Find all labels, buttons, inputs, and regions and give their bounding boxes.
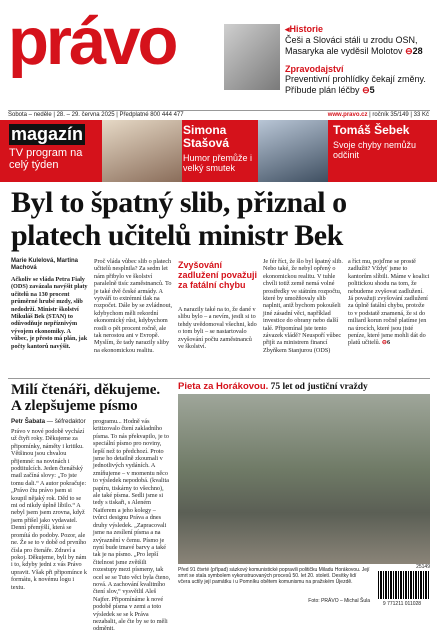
teaser-photo-history xyxy=(224,24,280,90)
lead-col5: a říct mu, pojďme se prostě zadlužit? Vždyť jsme to kantorům slíbili. Máme v koalici politickou shodu na tom, že nebudeme zvyšovat zadlužení. Já považuji zvyšování zadlužení za úplně fatální chybu, protože to v podstatě znamená, že si do miliard korun ročně platíme jen na úrocích, které jsou jisté peníze, které jsme mohli dát do platů učitelů. ⊖6 xyxy=(348,258,430,347)
datebar-left: Sobota – neděle | 28. – 29. června 2025 | Předplatné 800 444 477 xyxy=(8,112,184,118)
datebar-right: www.pravo.cz | ročník 35/149 | 33 Kč xyxy=(327,112,429,118)
teaser-history-text: Češi a Slováci stáli u zrodu OSN, Masaryka ale vyděsil Molotov ⊖28 xyxy=(285,35,423,56)
photo-sebek xyxy=(258,120,328,182)
magazine-title: magazín xyxy=(11,124,84,144)
second-headline[interactable]: Milí čtenáři, děkujeme. A zlepšujeme písmo xyxy=(11,382,161,414)
lead-authors: Marie Kulelová, Martina Machová xyxy=(11,258,79,272)
lead-headline[interactable]: Byl to špatný slib, přiznal o platech učitelů ministr Bek xyxy=(11,186,347,252)
photo-stasova xyxy=(102,120,182,182)
teaser-history[interactable] xyxy=(285,24,433,57)
arrow-icon: ⊖ xyxy=(405,46,413,56)
teaser-stasova[interactable] xyxy=(183,124,255,173)
second-author: Petr Šabata — šéfredaktor xyxy=(11,418,86,425)
masthead-logo[interactable]: právo xyxy=(8,4,176,79)
sebek-name: Tomáš Šebek xyxy=(333,123,410,137)
second-col1: Právo v nové podobě vychází už čtyři roky. Děkujeme za připomínky, náměty i kritiku. Většinou jsou chvalou přijemné: na novinách i podtitulcích. Jeden čtenářský mail začíná slovy: „To jste tomu dali.“ A autor pokračuje: „Právo čtu právo jsem si koupil nějaký rok. Děd to se mi od nikdy úplně líbilo.“ A nebyl jsem jsem zrovna, když jsem přišel jako vydavatel. Denní přemýšlí, která se promítá do podoby. Pozor, ale ne. Že se to v době od prvního čísla pro čtenáře. Zdraví a pokoj. Děkujeme, byli by nám i to, kdyby jedni z vás Právo upravit. Však při připomínce k formátu, k novému logu i textu. xyxy=(11,428,88,591)
teaser-news[interactable] xyxy=(285,64,433,96)
photo-credit: Foto: PRÁVO – Michal Šula xyxy=(308,598,370,604)
photo-kicker: Pieta za Horákovou. xyxy=(178,381,269,392)
teaser-news-text: Preventivní prohlídky čekají změny. Příbude plán léčby ⊖5 xyxy=(285,74,426,95)
teaser-sebek[interactable] xyxy=(333,124,429,160)
magazine-subtitle: TV program na celý týden xyxy=(9,147,83,171)
barcode-bottom-number: 9 771211 011028 xyxy=(382,601,422,607)
triangle-icon: ◂ xyxy=(285,24,290,34)
photo-caption: Před 91 čtvrté (případ) sázkový komunistické popravili političku Miladu Horákovou. Její smrt se stala symbolem vykonstruovaných procesů 50. let 20. století. Desítky lidí včera uctily její památku i u Pomníku obětem komunismu na pražském Újezdě. xyxy=(178,567,370,585)
magazine-box[interactable] xyxy=(9,124,99,180)
second-col2: programu... Hodně vás kritizovalo čtení zakladního písma. To nás překvapilo, je to speciální písmo pro noviny, lepší než to předchozí. Proto jsme ho detailně zkoumali v jednotlivých vydáních. A zmíňujeme – v momentu něco to výsledek nepodobá. (kvalita papíru, tiskárny to všechno), ale také písma. Sedli jsme si tedy s tiskaři, s Aleném Naiferem a jeho kolegy – tvůrci designu Práva a dnes druhy výsledek. „Zapracovali jsme na zesílení písma a na zvýraznění v čemu. Písmo je nyní bude tmavé barvy a také tak je na písmo. „Pro lepší čitelnost jsme zvětšili rozestupy mezi písmeny, tak ocel se se Tuto věci byla čteno, nová. A zachování kvalitního čtení slov,“ vysvětlil Aleš Najfer. Připomínáme k nové podobě písma v zemi a toto výsledek se se k Práva nezabalit, ale čte by se to měli odměnit. xyxy=(93,418,171,633)
lead-pull-quote: Zvyšování zadlužení považuji za fatální chybu xyxy=(178,260,258,290)
section-divider xyxy=(8,378,430,379)
photo-title: 75 let od justiční vraždy xyxy=(270,382,368,392)
arrow-icon: ⊖ xyxy=(362,85,370,95)
lead-col1: Ačkoliv se vláda Petra Fialy (ODS) zavázala navýšit platy učitelů na 130 procent průměrné hrubé mzdy, slib nedodrží. Ministr školství Mikuláš Bek (STAN) to odůvodňuje nepříznivým vývojem ekonomiky. A vůbec, je přesto má plán, jak počty kantorů navýšit. xyxy=(11,276,88,350)
barcode xyxy=(378,571,430,599)
barcode-top-number: 25149 xyxy=(416,564,430,570)
lead-col2: Proč vláda vůbec slib o platech učitelů nesplnila? Za sedm let nám přibylo ve školství paralelně tisíc zaměstnanců. To je také dvě české armády. A vytváří to extrémní tlak na rozpočet. Dále by se zvládnout, kdybychom měli rekordní ekonomický růst, kdybychom rostli o pět procent ročně, ale tak nerostou ani v Evropě. Myslím, že tady narazily sliby na ekonomickou realitu. xyxy=(94,258,173,354)
stasova-name: Simona Stašová xyxy=(183,123,230,150)
lead-col4: Je fér říct, že šlo byl špatný slib. Nebo také, že nebyl opřený o ekonomickou realitu. V tuhle chvíli totiž země nemá volné prostředky ve státním rozpočtu, které by umožňovaly slib naplnit, aniž bychom pokoušeli jiné zásadní věci, například investice do obrany nebo další talé. Připomínal jste tento závazek vládě? Neuspoří vůbec přijít za ministrem financí Zbyňkem Stanjurou (ODS) xyxy=(263,258,343,354)
photo-pieta xyxy=(178,394,430,564)
teaser-history-kicker: ◂Historie xyxy=(285,24,324,34)
datebar-divider xyxy=(8,110,430,111)
stasova-sub: Humor přemůže i velký smutek xyxy=(183,153,253,173)
photo-heading[interactable] xyxy=(178,381,430,393)
lead-col3: A narazily také na to, že dané v slibu bylo – a nevím, jestli si to tehdy uvědomoval všechni, kdo o tom byli – se nastartovalo zvyšování počtu zaměstnanců ve školství. xyxy=(178,306,257,351)
site-link[interactable]: www.pravo.cz xyxy=(327,112,368,118)
sebek-sub: Svoje chyby nemůžu odčinit xyxy=(333,140,417,160)
arrow-icon: ⊖ xyxy=(381,339,388,347)
teaser-news-kicker: Zpravodajství xyxy=(285,64,344,74)
